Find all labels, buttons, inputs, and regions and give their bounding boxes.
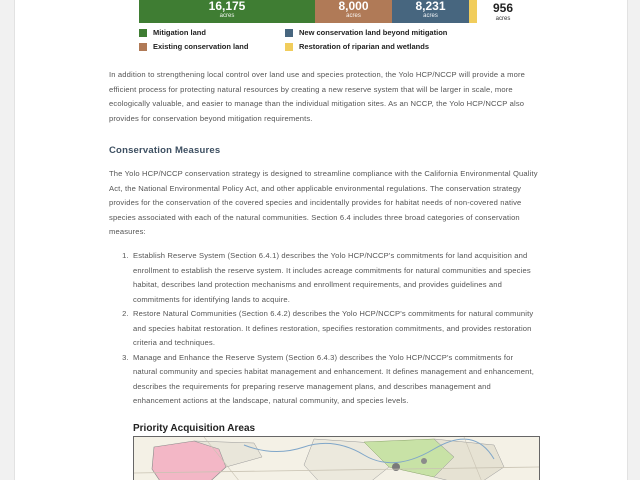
intro-paragraph: In addition to strengthening local control over land use and species protection, the Yolo HCP/NCCP will provide a more efficient process for protecting natural resources by creating a new reserve system that will be larger in scale, more ecologically valuable, and easier to manage than the individual mitigation sites. As an NCCP, the Yolo HCP/NCCP also provides for conservation beyond mitigation requirements. <box>109 70 526 123</box>
priority-acquisition-map[interactable] <box>133 436 540 480</box>
segment-value: 8,000 <box>338 0 369 13</box>
conservation-paragraph: The Yolo HCP/NCCP conservation strategy is designed to streamline compliance with the California Environmental Quality Act, the National Environmental Policy Act, and other applicable environmental regulations. The conservation strategy provides for the conservation of the covered species and incidentally provides for habitat needs of non-covered native species associated with each of the natural communities. Section 6.4 includes three broad categories of conservation measures: <box>109 169 538 236</box>
segment-unit: acres <box>346 13 361 19</box>
list-item: 2. Restore Natural Communities (Section 6.4.2) describes the Yolo HCP/NCCP's commitments for natural community and species habitat restoration. It defines restoration, specifies restoration commitments, and provides restoration criteria and techniques. <box>131 307 539 351</box>
legend-item-new <box>285 28 447 37</box>
segment-unit: acres <box>423 13 438 19</box>
restoration-total <box>489 0 517 23</box>
segment-value: 16,175 <box>208 0 246 13</box>
bar-segment-new <box>392 0 469 23</box>
legend-swatch <box>139 43 147 51</box>
document-page <box>14 0 628 480</box>
legend-swatch <box>139 29 147 37</box>
list-item: 3. Manage and Enhance the Reserve System (Section 6.4.3) describes the Yolo HCP/NCCP's commitments for natural community and species habitat management and enhancement. It defines management and enhancement, describes the requirements for preparing reserve management plans, and describes management and enhancement actions at the landscape, natural community, and species levels. <box>131 351 539 409</box>
legend-label: New conservation land beyond mitigation <box>299 28 448 37</box>
segment-value: 8,231 <box>415 0 446 13</box>
legend-label: Mitigation land <box>153 28 206 37</box>
bar-segment-existing <box>315 0 392 23</box>
list-item: 1. Establish Reserve System (Section 6.4.1) describes the Yolo HCP/NCCP's commitments for land acquisition and enrollment to establish the reserve system. It includes acreage commitments for natural communities and species habitat, describes land protection mechanisms and enrollment requirements, and provides guidelines and commitments for identifying lands to acquire. <box>131 249 539 307</box>
segment-unit: acres <box>219 13 235 19</box>
legend-item-restoration <box>285 42 429 51</box>
section-heading: Conservation Measures <box>109 145 221 156</box>
legend-item-mitigation <box>139 28 206 37</box>
acreage-stacked-bar <box>139 0 477 23</box>
total-unit: acres <box>495 16 511 22</box>
map-graphic <box>134 437 539 480</box>
legend-swatch <box>285 29 293 37</box>
conservation-measures-list <box>109 249 539 409</box>
map-title: Priority Acquisition Areas <box>133 423 256 434</box>
total-value: 956 <box>492 1 514 15</box>
legend-item-existing <box>139 42 248 51</box>
legend-label: Restoration of riparian and wetlands <box>299 42 430 51</box>
bar-segment-mitigation <box>139 0 315 23</box>
bar-segment-restoration <box>469 0 477 23</box>
legend-label: Existing conservation land <box>153 42 249 51</box>
legend-swatch <box>285 43 293 51</box>
